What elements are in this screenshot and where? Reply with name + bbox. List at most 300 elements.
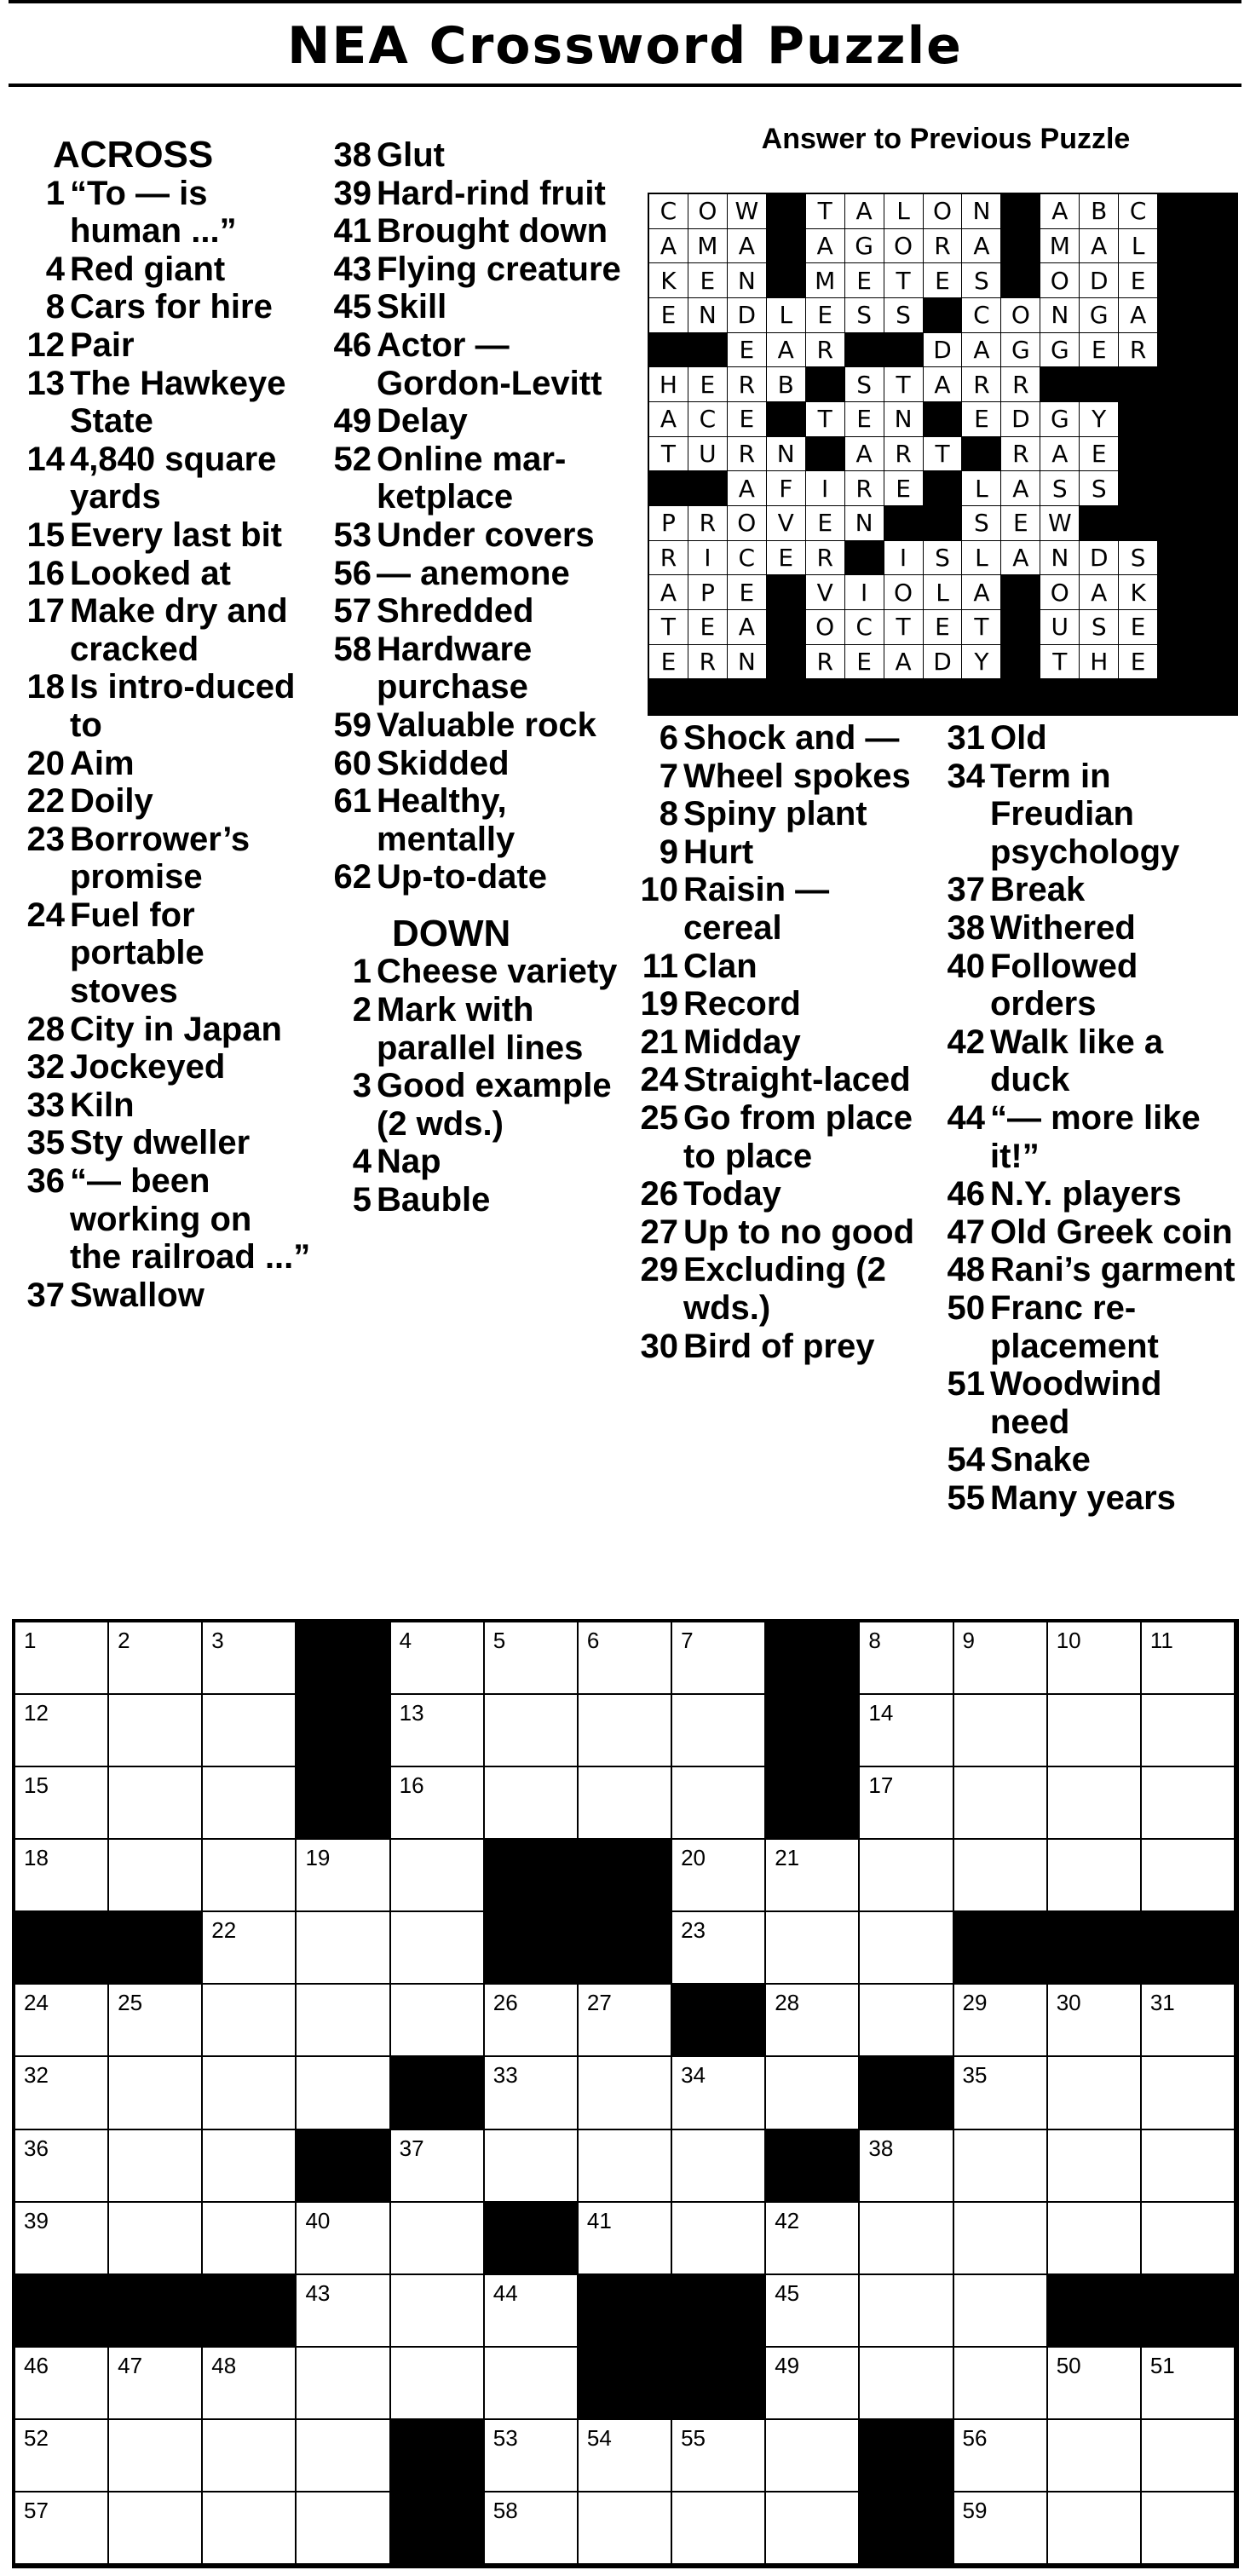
puzzle-cell[interactable] (485, 1622, 579, 1695)
puzzle-cell[interactable] (954, 1622, 1048, 1695)
across-clue (324, 212, 631, 251)
puzzle-cell[interactable] (391, 1622, 485, 1695)
across-clue (324, 706, 631, 745)
puzzle-cell[interactable] (109, 1767, 203, 1840)
puzzle-cell[interactable] (1142, 1985, 1236, 2057)
puzzle-cell[interactable] (672, 2057, 766, 2129)
puzzle-cell[interactable] (860, 1695, 953, 1767)
answer-black-cell (1197, 367, 1236, 402)
puzzle-cell[interactable] (297, 1912, 390, 1985)
puzzle-cell[interactable] (203, 2348, 297, 2420)
puzzle-cell[interactable] (579, 1985, 672, 2057)
puzzle-cell[interactable] (860, 2275, 953, 2348)
puzzle-cell[interactable] (579, 2203, 672, 2275)
puzzle-cell[interactable] (954, 1767, 1048, 1840)
cell-number: 33 (493, 2062, 518, 2089)
answer-letter-cell: O (728, 506, 767, 541)
puzzle-cell[interactable] (203, 1695, 297, 1767)
clue-number: 8 (45, 288, 65, 326)
puzzle-cell[interactable] (15, 2348, 109, 2420)
clue-number: 38 (947, 908, 985, 947)
answer-letter-cell: E (806, 506, 845, 541)
across-clue (324, 402, 631, 441)
puzzle-cell[interactable] (1048, 1985, 1142, 2057)
cell-number: 41 (586, 2207, 612, 2233)
puzzle-cell[interactable] (1142, 2348, 1236, 2420)
answer-black-cell (924, 471, 963, 506)
down-clue (937, 1023, 1248, 1099)
puzzle-cell[interactable] (672, 2492, 766, 2565)
puzzle-cell[interactable] (1142, 2130, 1236, 2203)
puzzle-cell[interactable] (672, 1840, 766, 1912)
answer-letter-cell: L (884, 194, 924, 229)
puzzle-cell[interactable] (485, 2275, 579, 2348)
answer-letter-cell: N (884, 402, 924, 437)
puzzle-black-square (672, 2275, 766, 2348)
clue-number: 33 (26, 1086, 65, 1124)
puzzle-cell[interactable] (109, 2130, 203, 2203)
puzzle-cell[interactable] (203, 2492, 297, 2565)
across-clue (17, 592, 311, 668)
puzzle-cell[interactable] (672, 1622, 766, 1695)
answer-letter-cell: Y (962, 645, 1001, 680)
answer-letter-cell: R (924, 229, 963, 264)
clue-text: “— been working on the railroad ...” (70, 1162, 311, 1276)
puzzle-cell[interactable] (391, 1912, 485, 1985)
answer-letter-cell: N (962, 194, 1001, 229)
puzzle-cell[interactable] (203, 2057, 297, 2129)
cell-number: 17 (868, 1772, 894, 1799)
clue-number: 43 (333, 250, 372, 288)
clue-text: Flying creature (377, 250, 621, 288)
cell-number: 4 (399, 1628, 412, 1653)
puzzle-cell[interactable] (15, 1840, 109, 1912)
across-clue (324, 288, 631, 326)
answer-letter-cell: F (767, 471, 806, 506)
puzzle-cell[interactable] (109, 2203, 203, 2275)
answer-black-cell (806, 437, 845, 472)
answer-letter-cell: A (806, 229, 845, 264)
puzzle-black-square (485, 1912, 579, 1985)
puzzle-black-square (109, 1912, 203, 1985)
cell-number: 47 (118, 2352, 143, 2378)
across-clue (324, 782, 631, 858)
puzzle-cell[interactable] (109, 1840, 203, 1912)
clue-number: 46 (333, 326, 372, 364)
puzzle-cell[interactable] (391, 2130, 485, 2203)
answer-letter-cell: N (688, 298, 728, 333)
answer-letter-cell: E (845, 645, 884, 680)
puzzle-cell[interactable] (15, 1695, 109, 1767)
cell-number: 59 (962, 2497, 988, 2523)
puzzle-black-square (766, 1767, 860, 1840)
answer-letter-cell: E (924, 610, 963, 645)
puzzle-black-square (485, 2203, 579, 2275)
puzzle-cell[interactable] (109, 2420, 203, 2492)
puzzle-cell[interactable] (109, 1985, 203, 2057)
puzzle-cell[interactable] (391, 1985, 485, 2057)
puzzle-cell[interactable] (109, 2348, 203, 2420)
answer-black-cell (1040, 679, 1080, 714)
puzzle-cell[interactable] (109, 2492, 203, 2565)
puzzle-cell[interactable] (579, 2492, 672, 2565)
cell-number: 13 (399, 1700, 424, 1726)
puzzle-black-square (672, 2348, 766, 2420)
answer-letter-cell: R (806, 333, 845, 368)
down-clue (324, 991, 631, 1067)
down-clue (631, 1175, 933, 1213)
cell-number: 50 (1056, 2352, 1081, 2378)
answer-black-cell (806, 679, 845, 714)
puzzle-cell[interactable] (15, 2492, 109, 2565)
clue-text: “— more like it!” (990, 1098, 1201, 1175)
puzzle-cell[interactable] (203, 2420, 297, 2492)
clue-number: 39 (333, 174, 372, 212)
puzzle-cell[interactable] (15, 2203, 109, 2275)
puzzle-black-square (1048, 2275, 1142, 2348)
answer-black-cell (1197, 437, 1236, 472)
clue-number: 49 (333, 402, 372, 441)
puzzle-black-square (860, 2492, 953, 2565)
cell-number: 24 (24, 1990, 49, 2016)
answer-letter-cell: R (806, 541, 845, 576)
puzzle-cell[interactable] (391, 1767, 485, 1840)
puzzle-cell[interactable] (391, 2348, 485, 2420)
clue-number: 35 (26, 1124, 65, 1162)
answer-letter-cell: T (924, 437, 963, 472)
across-column-2 (324, 136, 631, 1219)
puzzle-cell[interactable] (109, 1695, 203, 1767)
answer-black-cell (767, 229, 806, 264)
cell-number: 26 (493, 1990, 518, 2016)
down-clue (937, 719, 1248, 758)
puzzle-cell[interactable] (15, 1767, 109, 1840)
clue-text: Mark with parallel lines (377, 991, 584, 1067)
answer-letter-cell: E (649, 645, 688, 680)
clue-number: 56 (333, 554, 372, 592)
down-clue (631, 871, 933, 947)
puzzle-cell[interactable] (203, 1840, 297, 1912)
answer-grid (648, 193, 1238, 716)
clue-number: 55 (947, 1478, 985, 1517)
puzzle-cell[interactable] (860, 1985, 953, 2057)
clue-number: 24 (26, 896, 65, 934)
answer-letter-cell: R (1001, 367, 1040, 402)
answer-black-cell (1119, 402, 1158, 437)
puzzle-cell[interactable] (860, 1622, 953, 1695)
puzzle-cell[interactable] (766, 2057, 860, 2129)
puzzle-cell[interactable] (297, 2348, 390, 2420)
answer-letter-cell: I (688, 541, 728, 576)
clue-number: 5 (352, 1181, 372, 1219)
puzzle-cell[interactable] (15, 2420, 109, 2492)
puzzle-cell[interactable] (766, 2275, 860, 2348)
puzzle-cell[interactable] (579, 1622, 672, 1695)
puzzle-cell[interactable] (766, 2492, 860, 2565)
puzzle-cell[interactable] (954, 2348, 1048, 2420)
cell-number: 58 (493, 2497, 518, 2523)
puzzle-cell[interactable] (109, 2057, 203, 2129)
puzzle-cell[interactable] (1048, 1840, 1142, 1912)
clue-text: Old Greek coin (990, 1213, 1233, 1251)
puzzle-cell[interactable] (203, 1767, 297, 1840)
answer-black-cell (1197, 645, 1236, 680)
puzzle-cell[interactable] (15, 2130, 109, 2203)
across-clue (324, 745, 631, 783)
cell-number: 54 (586, 2424, 612, 2451)
clue-number: 28 (26, 1010, 65, 1048)
puzzle-cell[interactable] (15, 2057, 109, 2129)
across-clue (17, 782, 311, 821)
answer-black-cell (1197, 194, 1236, 229)
puzzle-cell[interactable] (1142, 2057, 1236, 2129)
puzzle-cell[interactable] (1142, 1767, 1236, 1840)
puzzle-black-square (109, 2275, 203, 2348)
clue-number: 47 (947, 1213, 985, 1251)
answer-letter-cell: L (924, 575, 963, 610)
clue-number: 57 (333, 592, 372, 631)
down-clue (937, 1289, 1248, 1365)
puzzle-cell[interactable] (297, 2203, 390, 2275)
down-clue (324, 1067, 631, 1143)
puzzle-cell[interactable] (766, 2203, 860, 2275)
cell-number: 36 (24, 2135, 49, 2161)
answer-black-cell (1158, 610, 1197, 645)
clue-text: Shock and — (683, 719, 900, 757)
puzzle-cell[interactable] (672, 1767, 766, 1840)
answer-letter-cell: G (1040, 333, 1080, 368)
answer-letter-cell: S (924, 541, 963, 576)
puzzle-cell[interactable] (860, 1840, 953, 1912)
puzzle-cell[interactable] (1048, 2130, 1142, 2203)
puzzle-cell[interactable] (860, 2130, 953, 2203)
puzzle-cell[interactable] (579, 2057, 672, 2129)
down-clue (937, 1213, 1248, 1252)
answer-letter-cell: N (728, 645, 767, 680)
puzzle-cell[interactable] (579, 1695, 672, 1767)
puzzle-cell[interactable] (1048, 2492, 1142, 2565)
puzzle-cell[interactable] (766, 1985, 860, 2057)
puzzle-cell[interactable] (485, 1985, 579, 2057)
puzzle-cell[interactable] (1142, 2203, 1236, 2275)
answer-black-cell (1158, 541, 1197, 576)
puzzle-cell[interactable] (1048, 1695, 1142, 1767)
clue-text: Sty dweller (70, 1124, 251, 1162)
puzzle-cell[interactable] (672, 1912, 766, 1985)
puzzle-cell[interactable] (954, 2492, 1048, 2565)
down-column-4 (937, 719, 1248, 1517)
puzzle-cell[interactable] (1142, 2492, 1236, 2565)
puzzle-cell[interactable] (203, 2130, 297, 2203)
clue-number: 61 (333, 782, 372, 821)
puzzle-cell[interactable] (954, 1695, 1048, 1767)
puzzle-cell[interactable] (766, 1912, 860, 1985)
cell-number: 56 (962, 2424, 988, 2451)
puzzle-cell[interactable] (297, 2492, 390, 2565)
puzzle-black-square (15, 2275, 109, 2348)
puzzle-cell[interactable] (860, 2203, 953, 2275)
puzzle-cell[interactable] (485, 2348, 579, 2420)
cell-number: 22 (211, 1917, 237, 1944)
answer-letter-cell: T (884, 263, 924, 298)
puzzle-cell[interactable] (766, 1840, 860, 1912)
puzzle-cell[interactable] (672, 2203, 766, 2275)
answer-letter-cell: A (884, 645, 924, 680)
answer-letter-cell: T (884, 367, 924, 402)
clue-number: 1 (45, 174, 65, 212)
puzzle-cell[interactable] (672, 2420, 766, 2492)
puzzle-cell[interactable] (672, 1695, 766, 1767)
puzzle-cell[interactable] (485, 2057, 579, 2129)
puzzle-cell[interactable] (860, 1912, 953, 1985)
answer-letter-cell: O (806, 610, 845, 645)
puzzle-cell[interactable] (1142, 1840, 1236, 1912)
puzzle-cell[interactable] (203, 1912, 297, 1985)
puzzle-cell[interactable] (485, 2130, 579, 2203)
across-clue (17, 251, 311, 289)
answer-black-cell (767, 610, 806, 645)
answer-letter-cell: B (1080, 194, 1119, 229)
puzzle-cell[interactable] (485, 1695, 579, 1767)
puzzle-cell[interactable] (579, 1767, 672, 1840)
puzzle-black-square (766, 1695, 860, 1767)
puzzle-black-square (297, 1622, 390, 1695)
puzzle-cell[interactable] (954, 2203, 1048, 2275)
puzzle-cell[interactable] (485, 1767, 579, 1840)
puzzle-cell[interactable] (954, 1840, 1048, 1912)
puzzle-cell[interactable] (15, 1985, 109, 2057)
answer-letter-cell: A (962, 229, 1001, 264)
answer-black-cell (1158, 402, 1197, 437)
puzzle-cell[interactable] (766, 2420, 860, 2492)
answer-black-cell (962, 679, 1001, 714)
puzzle-cell[interactable] (954, 1985, 1048, 2057)
clue-number: 14 (26, 440, 65, 478)
puzzle-cell[interactable] (1048, 2057, 1142, 2129)
clue-text: Woodwind need (990, 1365, 1162, 1441)
clue-number: 25 (640, 1098, 678, 1137)
puzzle-cell[interactable] (579, 2420, 672, 2492)
puzzle-cell[interactable] (860, 2348, 953, 2420)
answer-letter-cell: D (728, 298, 767, 333)
puzzle-cell[interactable] (1048, 2348, 1142, 2420)
clue-text: Jockeyed (70, 1048, 226, 1086)
clue-text: Healthy, mentally (377, 782, 516, 858)
puzzle-cell[interactable] (391, 1840, 485, 1912)
answer-black-cell (649, 471, 688, 506)
puzzle-cell[interactable] (391, 1695, 485, 1767)
clue-number: 53 (333, 516, 372, 554)
answer-letter-cell: C (962, 298, 1001, 333)
clue-text: Today (683, 1175, 781, 1213)
puzzle-cell[interactable] (391, 2203, 485, 2275)
answer-letter-cell: O (1040, 575, 1080, 610)
clue-number: 4 (45, 250, 65, 288)
puzzle-cell[interactable] (203, 2203, 297, 2275)
puzzle-cell[interactable] (391, 2275, 485, 2348)
puzzle-cell[interactable] (1048, 1622, 1142, 1695)
clue-number: 23 (26, 820, 65, 858)
puzzle-cell[interactable] (485, 2492, 579, 2565)
puzzle-cell[interactable] (1048, 2203, 1142, 2275)
puzzle-cell[interactable] (203, 1622, 297, 1695)
answer-letter-cell: R (1119, 333, 1158, 368)
puzzle-cell[interactable] (954, 2057, 1048, 2129)
puzzle-cell[interactable] (297, 1840, 390, 1912)
cell-number: 51 (1149, 2352, 1175, 2378)
clue-number: 22 (26, 782, 65, 821)
puzzle-cell[interactable] (1142, 1695, 1236, 1767)
answer-letter-cell: D (1080, 263, 1119, 298)
puzzle-black-square (579, 1840, 672, 1912)
puzzle-cell[interactable] (297, 1985, 390, 2057)
clue-text: Swallow (70, 1276, 204, 1314)
puzzle-cell[interactable] (297, 2275, 390, 2348)
puzzle-cell[interactable] (1142, 1622, 1236, 1695)
across-clue (17, 1048, 311, 1086)
puzzle-cell[interactable] (297, 2057, 390, 2129)
answer-black-cell (884, 333, 924, 368)
answer-letter-cell: A (728, 471, 767, 506)
puzzle-cell[interactable] (203, 1985, 297, 2057)
puzzle-cell[interactable] (860, 1767, 953, 1840)
puzzle-cell[interactable] (109, 1622, 203, 1695)
across-clue (324, 631, 631, 706)
puzzle-cell[interactable] (1048, 1767, 1142, 1840)
answer-letter-cell: S (884, 298, 924, 333)
clue-number: 62 (333, 858, 372, 896)
across-clue (324, 251, 631, 289)
answer-letter-cell: R (649, 541, 688, 576)
answer-black-cell (1119, 471, 1158, 506)
answer-letter-cell: A (649, 402, 688, 437)
down-clue (631, 1023, 933, 1062)
puzzle-black-square (297, 1695, 390, 1767)
cell-number: 18 (24, 1845, 49, 1871)
puzzle-cell[interactable] (297, 2420, 390, 2492)
cell-number: 52 (24, 2424, 49, 2451)
clue-number: 18 (26, 668, 65, 706)
puzzle-cell[interactable] (954, 2420, 1048, 2492)
answer-letter-cell: W (1040, 506, 1080, 541)
puzzle-cell[interactable] (579, 2130, 672, 2203)
puzzle-cell[interactable] (485, 2420, 579, 2492)
answer-black-cell (1119, 437, 1158, 472)
puzzle-black-square (1142, 2275, 1236, 2348)
puzzle-cell[interactable] (672, 2130, 766, 2203)
answer-letter-cell: R (728, 437, 767, 472)
puzzle-cell[interactable] (1048, 2420, 1142, 2492)
answer-letter-cell: S (845, 367, 884, 402)
answer-black-cell (1197, 575, 1236, 610)
answer-letter-cell: E (728, 402, 767, 437)
answer-letter-cell: G (845, 229, 884, 264)
clue-text: Fuel for portable stoves (70, 896, 204, 1011)
answer-letter-cell: G (1080, 298, 1119, 333)
across-clue (324, 555, 631, 593)
clue-text: Make dry and cracked (70, 592, 288, 668)
puzzle-cell[interactable] (954, 2130, 1048, 2203)
puzzle-cell[interactable] (15, 1622, 109, 1695)
across-clue (324, 136, 631, 175)
puzzle-cell[interactable] (954, 2275, 1048, 2348)
answer-letter-cell: E (1001, 506, 1040, 541)
puzzle-cell[interactable] (766, 2348, 860, 2420)
clue-number: 10 (640, 871, 678, 909)
puzzle-cell[interactable] (1142, 2420, 1236, 2492)
answer-black-cell (1158, 575, 1197, 610)
cell-number: 19 (305, 1845, 331, 1871)
